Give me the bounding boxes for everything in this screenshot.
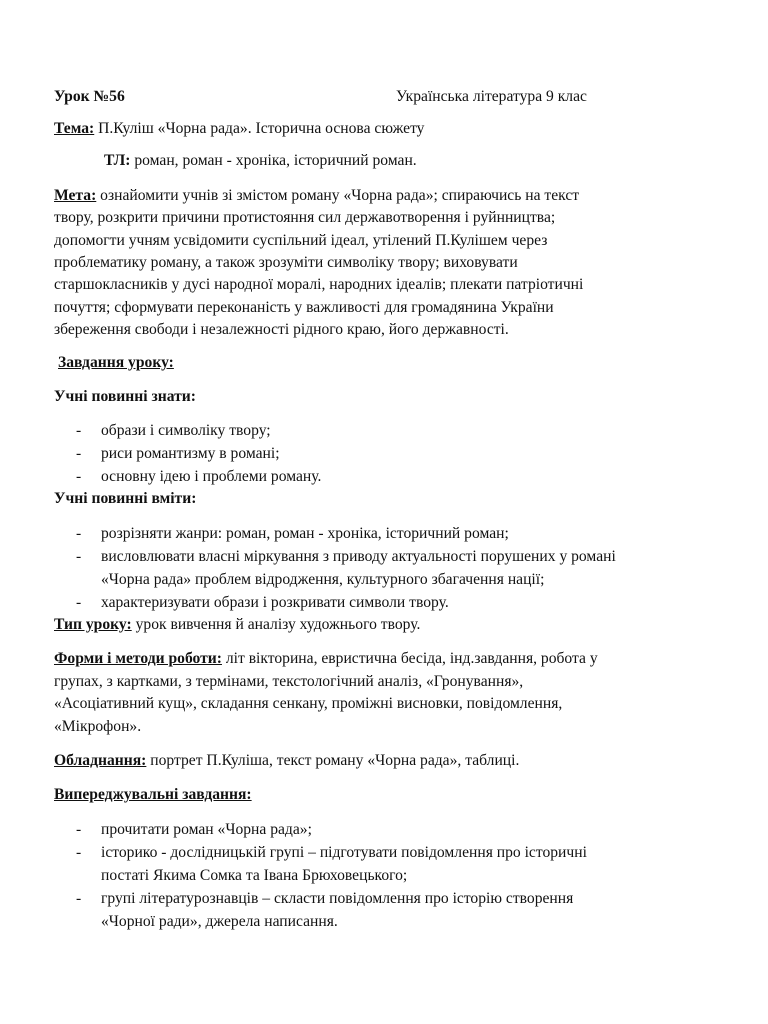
lesson-tasks-label: Завдання уроку: <box>58 353 174 371</box>
list-item-text: «Чорної ради», джерела написання. <box>101 912 338 930</box>
dash-marker: - <box>76 547 82 565</box>
goal-paragraph <box>54 185 708 342</box>
must-can-heading: Учні повинні вміти: <box>54 490 197 508</box>
list-item <box>54 818 708 841</box>
forms-methods-label: Форми і методи роботи: <box>54 650 222 668</box>
lesson-tasks-heading <box>54 352 708 374</box>
list-item-text: прочитати роман «Чорна рада»; <box>101 820 312 838</box>
topic-text: П.Куліш «Чорна рада». Історична основа сюжету <box>94 120 425 137</box>
terms-line <box>54 150 708 172</box>
terms-label: ТЛ: <box>104 152 131 170</box>
list-item-text: «Чорна рада» проблем відродження, культурного збагачення нації; <box>101 570 545 588</box>
forms-line: групах, з картками, з термінами, текстологічний аналіз, «Гронування», <box>54 672 524 690</box>
dash-marker: - <box>76 820 82 838</box>
subject-class: Українська література 9 клас <box>396 88 587 105</box>
must-know-list <box>54 419 708 488</box>
dash-marker: - <box>76 445 82 463</box>
forms-line: літ вікторина, евристична бесіда, інд.завдання, робота у <box>221 650 598 668</box>
goal-line: старшокласників у дусі народної моралі, народних ідеалів; плекати патріотичні <box>54 276 584 294</box>
equipment-text: портрет П.Куліша, текст роману «Чорна рада», таблиці. <box>146 751 520 769</box>
forms-methods-paragraph <box>54 648 708 738</box>
lesson-number: Урок №56 <box>54 88 125 105</box>
topic-label: Тема: <box>54 120 95 137</box>
advance-tasks-list <box>54 818 708 933</box>
lesson-type-text: урок вивчення й аналізу художнього твору. <box>131 615 421 633</box>
forms-line: «Мікрофон». <box>54 717 142 735</box>
dash-marker: - <box>76 593 82 611</box>
list-item <box>54 419 708 442</box>
list-item-text: риси романтизму в романі; <box>101 445 280 463</box>
equipment-line <box>54 750 708 772</box>
list-item-text: основну ідею і проблеми роману. <box>101 468 322 486</box>
dash-marker: - <box>76 468 82 486</box>
list-item-text: висловлювати власні міркування з приводу актуальності порушених у романі <box>101 547 616 565</box>
goal-line: почуття; сформувати переконаність у важливості для громадянина України <box>54 298 554 316</box>
list-item-text: історико - дослідницькій групі – підготувати повідомлення про історичні <box>101 843 587 861</box>
lesson-type-label: Тип уроку: <box>54 615 132 633</box>
goal-label: Мета: <box>54 186 97 204</box>
list-item <box>54 841 708 887</box>
list-item <box>54 465 708 488</box>
list-item-text: характеризувати образи і розкривати символи твору. <box>101 593 449 611</box>
advance-tasks-label: Випереджувальні завдання: <box>54 786 252 804</box>
lesson-type-line <box>54 614 708 636</box>
goal-line: допомогти учням усвідомити суспільний ідеал, утілений П.Кулішем через <box>54 231 548 249</box>
list-item-text: образи і символіку твору; <box>101 422 271 440</box>
goal-line: збереження свободи і незалежності рідного краю, його державності. <box>54 321 509 339</box>
forms-line: «Асоціативний кущ», складання сенкану, проміжні висновки, повідомлення, <box>54 695 563 713</box>
goal-line: твору, розкрити причини протистояння сил державотворення і руйнництва; <box>54 209 556 227</box>
list-item-text: постаті Якима Сомка та Івана Брюховецького; <box>101 866 408 884</box>
goal-line: проблематику роману, а також зрозуміти символіку твору; виховувати <box>54 254 518 272</box>
topic-line <box>54 118 708 140</box>
list-item <box>54 887 708 933</box>
dash-marker: - <box>76 889 82 907</box>
goal-line: ознайомити учнів зі змістом роману «Чорна рада»; спираючись на текст <box>96 186 580 204</box>
list-item <box>54 545 708 591</box>
must-can-list <box>54 522 708 614</box>
list-item <box>54 591 708 614</box>
terms-text: роман, роман - хроніка, історичний роман. <box>130 152 417 170</box>
list-item <box>54 442 708 465</box>
list-item-text: розрізняти жанри: роман, роман - хроніка, історичний роман; <box>101 524 509 542</box>
dash-marker: - <box>76 524 82 542</box>
dash-marker: - <box>76 422 82 440</box>
must-know-heading: Учні повинні знати: <box>54 388 196 406</box>
equipment-label: Обладнання: <box>54 751 147 769</box>
list-item <box>54 522 708 545</box>
advance-tasks-heading <box>54 784 708 806</box>
header <box>54 86 708 108</box>
dash-marker: - <box>76 843 82 861</box>
list-item-text: групі літературознавців – скласти повідомлення про історію створення <box>101 889 574 907</box>
